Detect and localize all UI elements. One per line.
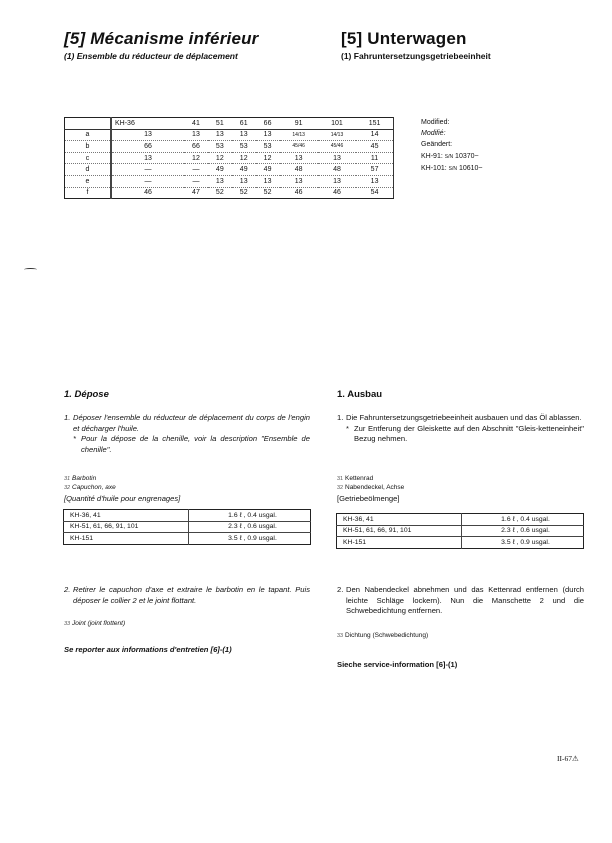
row-label: b — [65, 141, 112, 153]
note-text: Pour la dépose de la chenille, voir la description "Ensemble de chenille". — [81, 434, 310, 455]
cell: 66 — [111, 141, 184, 153]
model-cell: KH-51, 61, 66, 91, 101 — [337, 525, 462, 537]
cell: 49 — [208, 164, 232, 176]
title-fr: [5] Mécanisme inférieur — [64, 29, 259, 48]
cell: 14/13 — [318, 129, 356, 141]
modified-kh91 — [421, 151, 483, 163]
asterisk-icon: * — [346, 423, 349, 433]
cell: — — [184, 164, 208, 176]
cell: 13 — [184, 129, 208, 141]
table-row — [65, 164, 394, 176]
row-label: c — [65, 152, 112, 164]
cell: 13 — [256, 175, 280, 187]
section-title-de: 1. Ausbau — [337, 389, 383, 400]
table-row — [64, 521, 311, 533]
model-cell: KH-36, 41 — [337, 514, 462, 526]
row-label: d — [65, 164, 112, 176]
serial-value: 10370~ — [455, 152, 479, 160]
reference-fr: Se reporter aux informations d'entretien [6]-(1) — [64, 645, 232, 654]
part-number-icon: 32 — [337, 484, 344, 491]
step-number: 1. — [337, 413, 344, 422]
oil-table-fr — [63, 509, 311, 545]
step-text: Die Fahruntersetzungsgetriebeeinheit ausbauen und das Öl ablassen. — [346, 413, 582, 422]
step-number: 2. — [64, 585, 71, 594]
value-cell: 3.5 ℓ , 0.9 usgal. — [501, 538, 550, 546]
model: KH-101: — [421, 164, 447, 172]
cell: 49 — [232, 164, 256, 176]
serial-value: 10610~ — [458, 164, 483, 172]
part3-fr — [64, 620, 125, 629]
cell: 49 — [256, 164, 280, 176]
parts-list-de — [337, 475, 404, 492]
table-row — [64, 533, 311, 545]
cell: 53 — [232, 141, 256, 153]
col-header: 51 — [208, 118, 232, 130]
table-row — [65, 187, 394, 199]
model-cell: KH-36, 41 — [64, 510, 189, 522]
cell: 54 — [370, 189, 379, 197]
oil-table-de — [336, 513, 584, 549]
row-label: a — [65, 129, 112, 141]
cell: 45/46 — [280, 141, 318, 153]
cell: 13 — [208, 175, 232, 187]
cell: 12 — [208, 152, 232, 164]
cell: — — [184, 175, 208, 187]
oil-label-fr: [Quantité d'huile pour engrenages] — [64, 494, 181, 503]
table-row — [64, 510, 311, 522]
table-row — [337, 514, 584, 526]
value-cell: 2.3 ℓ , 0.6 usgal. — [189, 521, 311, 533]
cell: 46 — [333, 189, 341, 197]
cell: 48 — [280, 164, 318, 176]
cell: 13 — [232, 175, 256, 187]
cell: 45 — [356, 141, 393, 153]
cell: 13 — [318, 175, 356, 187]
part-number-icon: 33 — [337, 633, 344, 639]
step-text: Den Nabendeckel abnehmen und das Kettenrad entfernen (durch leichte Schläge lockern). Nun die Manschette 2 und die Schwebedichtung entfernen. — [346, 585, 584, 616]
cell: 12 — [232, 152, 256, 164]
dimension-table — [64, 117, 394, 199]
table-row — [337, 537, 584, 549]
cell: 12 — [256, 152, 280, 164]
section-title-fr: 1. Dépose — [64, 389, 109, 400]
cell: 66 — [184, 141, 208, 153]
cell: 53 — [208, 141, 232, 153]
modified-kh101 — [421, 163, 483, 175]
cell: — — [111, 175, 184, 187]
part-name: Nabendeckel, Achse — [345, 483, 405, 491]
cell: 52 — [239, 189, 248, 197]
step-number: 2. — [337, 585, 344, 594]
part-name: Dichtung (Schwebedichtung) — [345, 632, 429, 639]
subtitle-de: (1) Fahruntersetzungsgetriebeeinheit — [341, 51, 491, 61]
cell: 14/13 — [280, 129, 318, 141]
step2-fr — [64, 585, 310, 606]
step-number: 1. — [64, 413, 71, 422]
part-name: Barbotin — [72, 475, 97, 482]
col-header: 151 — [356, 118, 393, 130]
model-cell: KH-151 — [337, 537, 462, 549]
table-row — [65, 152, 394, 164]
table-row — [65, 175, 394, 187]
cell: 13 — [232, 129, 256, 141]
model-cell: KH-51, 61, 66, 91, 101 — [64, 521, 189, 533]
cell: 13 — [356, 175, 393, 187]
part-number-icon: 31 — [64, 476, 71, 482]
cell: 47 — [192, 189, 200, 197]
cell: 53 — [256, 141, 280, 153]
note-text: Zur Entferung der Gleiskette auf den Abschnitt "Gleis-ketteneinheit" Bezug nehmen. — [354, 423, 584, 444]
cell: 48 — [318, 164, 356, 176]
serial-label: S/N — [444, 153, 454, 160]
title-de: [5] Unterwagen — [341, 29, 467, 48]
step1-fr — [64, 413, 310, 456]
modified-fr: Modifié: — [421, 130, 446, 138]
value-cell: 1.6 ℓ , 0.4 usgal. — [189, 510, 311, 522]
parts-list-fr — [64, 475, 116, 492]
step1-de — [337, 413, 584, 445]
cell: 13 — [318, 152, 356, 164]
reference-de: Sieche service-information [6]-(1) — [337, 660, 458, 669]
cell: 13 — [280, 152, 318, 164]
part-number-icon: 33 — [64, 621, 71, 627]
serial-label: S/N — [448, 165, 457, 172]
asterisk-icon: * — [73, 434, 76, 444]
cell: 14 — [356, 129, 393, 141]
part3-de — [337, 632, 428, 641]
modified-en: Modified: — [421, 119, 450, 126]
row-label: f — [65, 187, 112, 199]
cell: 11 — [356, 152, 393, 164]
table-row — [337, 525, 584, 537]
part-name: Joint (joint flottent) — [72, 620, 126, 627]
modified-note — [421, 117, 483, 175]
table-row — [65, 129, 394, 141]
model: KH-91: — [421, 152, 443, 160]
part-name: Kettenrad — [345, 475, 374, 482]
col-header: 41 — [184, 118, 208, 130]
part-name: Capuchon, axe — [72, 483, 116, 491]
col-header: 91 — [280, 118, 318, 130]
col-header: 66 — [256, 118, 280, 130]
cell: — — [111, 164, 184, 176]
col-header: KH-36 — [111, 118, 184, 130]
part-number-icon: 31 — [337, 476, 344, 482]
step-text: Déposer l'ensemble du réducteur de déplacement du corps de l'engin et décharger l'huile. — [73, 413, 310, 433]
cell: 13 — [256, 129, 280, 141]
value-cell: 1.6 ℓ , 0.4 usgal. — [462, 514, 584, 526]
cell: 52 — [263, 189, 272, 197]
cell: 13 — [111, 152, 184, 164]
model-cell: KH-151 — [64, 533, 189, 545]
cell: 13 — [208, 129, 232, 141]
cell: 12 — [184, 152, 208, 164]
cell: 13 — [111, 129, 184, 141]
margin-mark — [24, 268, 37, 271]
modified-de: Geändert: — [421, 141, 453, 149]
cell: 52 — [215, 189, 224, 197]
step-text: Retirer le capuchon d'axe et extraire le barbotin en le tapant. Puis déposer le collier 2 et le joint flottant. — [73, 585, 310, 605]
cell: 46 — [294, 189, 303, 197]
table-row — [65, 141, 394, 153]
part-number-icon: 32 — [64, 484, 71, 491]
cell: 57 — [356, 164, 393, 176]
table-header-row — [65, 118, 394, 130]
page-number: II-67⚠ — [557, 754, 579, 763]
cell: 46 — [144, 189, 152, 197]
value-cell: 3.5 ℓ , 0.9 usgal. — [228, 534, 277, 542]
step2-de — [337, 585, 584, 617]
col-header: 61 — [232, 118, 256, 130]
oil-label-de: [Getriebeölmenge] — [337, 494, 400, 503]
subtitle-fr: (1) Ensemble du réducteur de déplacement — [64, 51, 238, 61]
cell: 13 — [280, 175, 318, 187]
row-label: e — [65, 175, 112, 187]
col-header: 101 — [318, 118, 356, 130]
value-cell: 2.3 ℓ , 0.6 usgal. — [462, 525, 584, 537]
cell: 45/46 — [318, 141, 356, 153]
